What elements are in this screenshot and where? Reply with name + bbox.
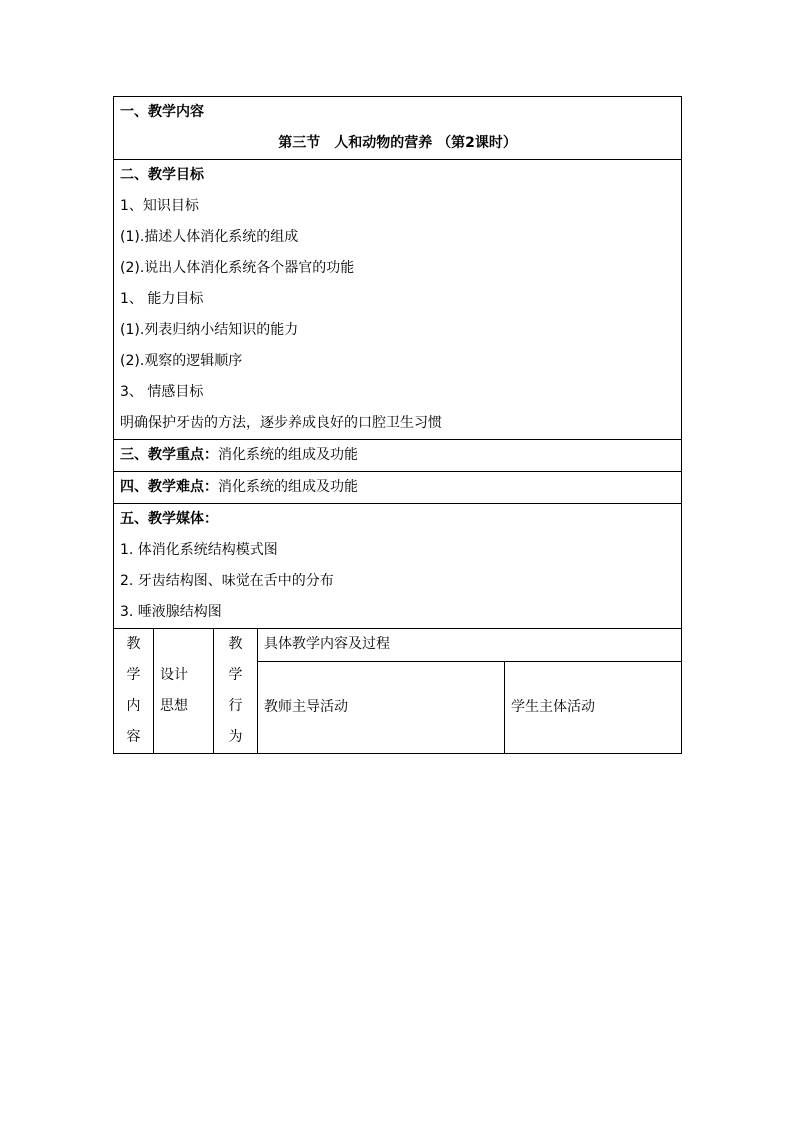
section-difficult-points (114, 472, 682, 504)
section-key-points (114, 440, 682, 472)
section-teaching-content (114, 97, 682, 160)
lesson-title-prefix: 第三节 (278, 135, 321, 151)
media-line: 2. 牙齿结构图、味觉在舌中的分布 (120, 573, 334, 589)
lesson-title (120, 128, 675, 159)
media-line: 3. 唾液腺结构图 (120, 604, 222, 620)
lesson-plan-table (113, 96, 682, 754)
section1-heading: 一、教学内容 (120, 104, 204, 120)
lesson-title-main: 人和动物的营养 (334, 135, 433, 151)
media-line: 1. 体消化系统结构模式图 (120, 542, 278, 558)
goal-line: (2).说出人体消化系统各个器官的功能 (120, 260, 355, 276)
difficult-points-line (120, 472, 675, 503)
col-design-idea: 设计 思想 (154, 629, 214, 754)
col-teaching-behavior: 教 学 行 为 (214, 629, 258, 754)
goal-line: 明确保护牙齿的方法，逐步养成良好的口腔卫生习惯 (120, 415, 442, 431)
goal-line: 1、知识目标 (120, 198, 199, 214)
difficult-points-label: 四、教学难点： (120, 479, 218, 495)
col-teacher-activity: 教师主导活动 (258, 662, 505, 754)
section2-heading: 二、教学目标 (120, 167, 204, 183)
key-points-label: 三、教学重点： (120, 447, 218, 463)
lesson-title-suffix: （第2课时） (437, 135, 517, 151)
key-points-value: 消化系统的组成及功能 (218, 447, 358, 463)
section5-heading: 五、教学媒体： (120, 511, 218, 527)
key-points-line (120, 440, 675, 471)
difficult-points-value: 消化系统的组成及功能 (218, 479, 358, 495)
process-header-row (114, 629, 682, 662)
goal-line: 3、 情感目标 (120, 384, 204, 400)
section-teaching-media (114, 504, 682, 629)
goal-line: (1).描述人体消化系统的组成 (120, 229, 299, 245)
section-teaching-goals (114, 160, 682, 440)
goal-line: (2).观察的逻辑顺序 (120, 353, 243, 369)
goal-line: 1、 能力目标 (120, 291, 204, 307)
col-student-activity: 学生主体活动 (505, 662, 682, 754)
goal-line: (1).列表归纳小结知识的能力 (120, 322, 299, 338)
col-process-header: 具体教学内容及过程 (258, 629, 682, 662)
col-teaching-content: 教 学 内 容 (114, 629, 154, 754)
